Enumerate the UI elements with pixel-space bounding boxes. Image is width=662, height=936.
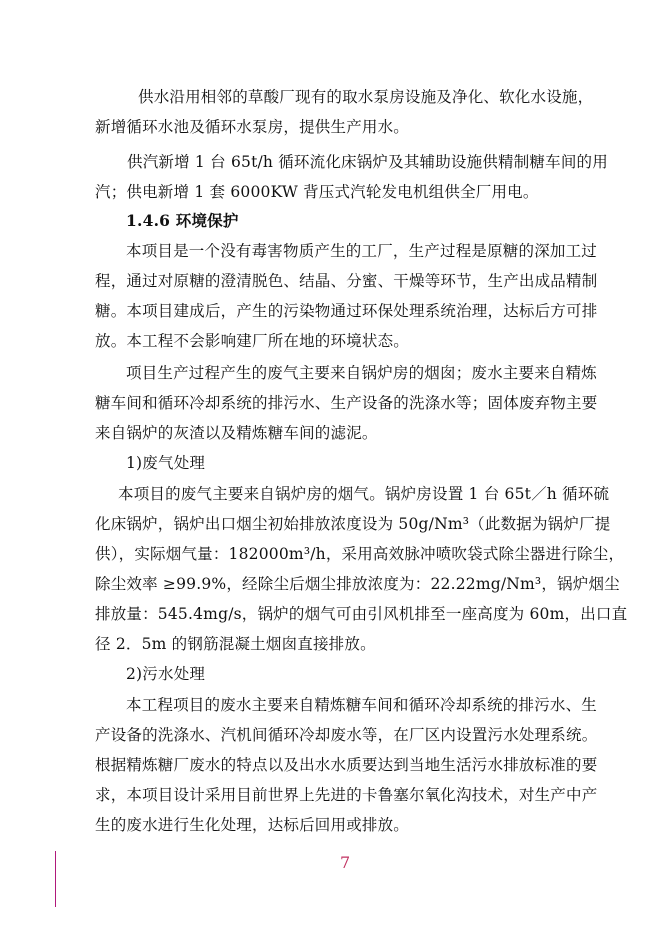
paragraph-line: 供水沿用相邻的草酸厂现有的取水泵房设施及净化、软化水设施， [138,88,594,106]
subsection-label: 1)废气处理 [126,454,206,472]
paragraph-line: 供），实际烟气量：182000m³/h，采用高效脉冲喷吹袋式除尘器进行除尘， [95,545,625,563]
paragraph-line: 化床锅炉，锅炉出口烟尘初始排放浓度设为 50g/Nm³（此数据为锅炉厂提 [95,515,611,533]
paragraph-line: 本项目是一个没有毒害物质产生的工厂，生产过程是原糖的深加工过 [126,242,598,260]
paragraph-line: 汽；供电新增 1 套 6000KW 背压式汽轮发电机组供全厂用电。 [95,183,539,201]
section-heading: 1.4.6 环境保护 [126,211,239,230]
margin-rule [55,851,56,907]
paragraph-line: 除尘效率 ≥99.9%，经除尘后烟尘排放浓度为：22.22mg/Nm³，锅炉烟尘 [95,575,620,593]
paragraph-line: 新增循环水池及循环水泵房，提供生产用水。 [95,118,410,136]
paragraph-line: 排放量：545.4mg/s，锅炉的烟气可由引风机排至一座高度为 60m，出口直 [95,605,628,623]
paragraph-line: 本工程项目的废水主要来自精炼糖车间和循环冷却系统的排污水、生 [126,696,598,714]
paragraph-line: 放。本工程不会影响建厂所在地的环境状态。 [95,332,410,350]
paragraph-line: 本项目的废气主要来自锅炉房的烟气。锅炉房设置 1 台 65t／h 循环硫 [118,485,610,503]
paragraph-line: 求，本项目设计采用目前世界上先进的卡鲁塞尔氧化沟技术，对生产中产 [95,786,598,804]
paragraph-line: 程，通过对原糖的澄清脱色、结晶、分蜜、干燥等环节，生产出成品精制 [95,272,598,290]
paragraph-line: 糖。本项目建成后，产生的污染物通过环保处理系统治理，达标后方可排 [95,302,598,320]
paragraph-line: 径 2．5m 的钢筋混凝土烟囱直接排放。 [95,635,376,653]
paragraph-line: 项目生产过程产生的废气主要来自锅炉房的烟囱；废水主要来自精炼 [126,364,598,382]
paragraph-line: 产设备的洗涤水、汽机间循环冷却废水等，在厂区内设置污水处理系统。 [95,726,598,744]
paragraph-line: 糖车间和循环冷却系统的排污水、生产设备的洗涤水等；固体废弃物主要 [95,394,598,412]
paragraph-line: 供汽新增 1 台 65t/h 循环流化床锅炉及其辅助设施供精制糖车间的用 [127,153,608,171]
page-number: 7 [340,853,351,872]
paragraph-line: 来自锅炉的灰渣以及精炼糖车间的滤泥。 [95,424,378,442]
paragraph-line: 生的废水进行生化处理，达标后回用或排放。 [95,816,410,834]
paragraph-line: 根据精炼糖厂废水的特点以及出水水质要达到当地生活污水排放标准的要 [95,756,598,774]
subsection-label: 2)污水处理 [126,665,206,683]
